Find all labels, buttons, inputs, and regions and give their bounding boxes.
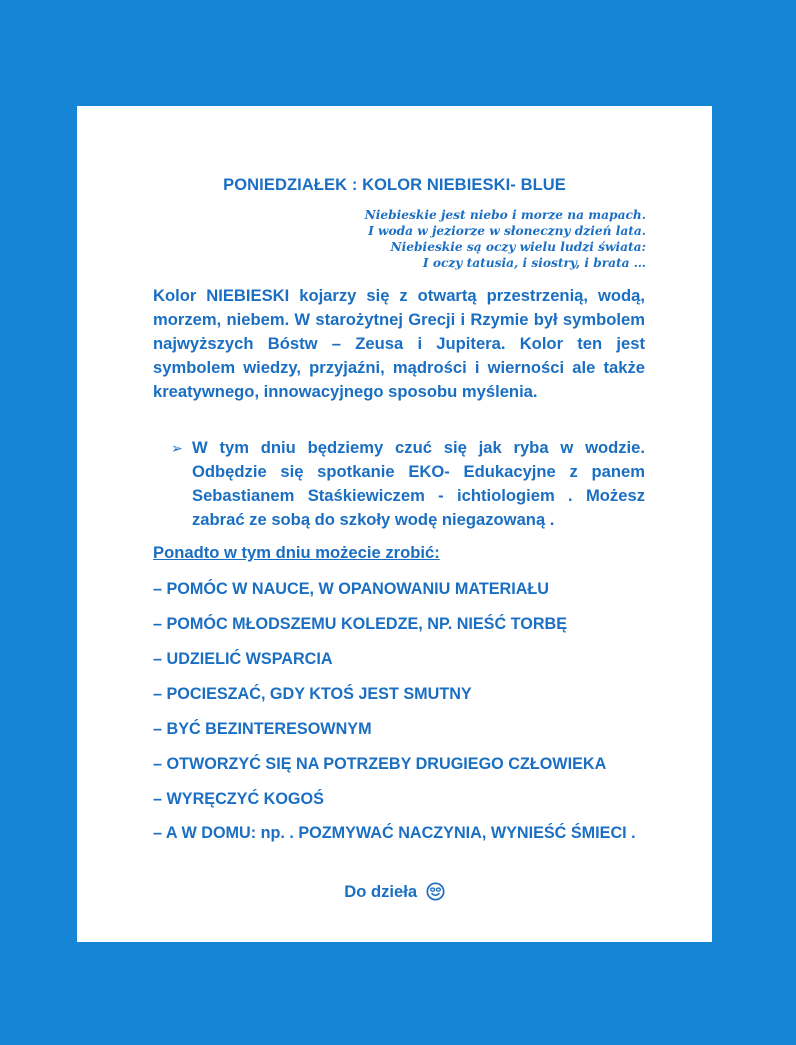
list-item: – WYRĘCZYĆ KOGOŚ — [153, 790, 324, 808]
poem-line: I woda w jeziorze w słoneczny dzień lata. — [368, 224, 646, 238]
poem-line: I oczy tatusia, i siostry, i brata … — [422, 256, 646, 270]
list-item: – POMÓC W NAUCE, W OPANOWANIU MATERIAŁU — [153, 580, 549, 598]
list-item: – POMÓC MŁODSZEMU KOLEDZE, NP. NIEŚĆ TORBĘ — [153, 615, 568, 633]
poem-line: Niebieskie jest niebo i morze na mapach. — [364, 208, 646, 222]
arrow-bullet-icon: ➢ — [171, 440, 183, 456]
list-item: – BYĆ BEZINTERESOWNYM — [153, 720, 372, 738]
list-item: – POCIESZAĆ, GDY KTOŚ JEST SMUTNY — [153, 685, 472, 703]
document-page — [77, 106, 712, 942]
list-item-last: – A W DOMU: np. . POZMYWAĆ NACZYNIA, WYNIEŚĆ ŚMIECI . — [153, 824, 636, 842]
smiley-icon — [426, 882, 445, 906]
poem — [365, 207, 646, 271]
list-item: – UDZIELIĆ WSPARCIA — [153, 650, 333, 668]
list-item: – OTWORZYĆ SIĘ NA POTRZEBY DRUGIEGO CZŁOWIEKA — [153, 755, 607, 773]
footer-text: Do dzieła — [344, 882, 418, 901]
footer — [77, 882, 712, 906]
page-title: PONIEDZIAŁEK : KOLOR NIEBIESKI- BLUE — [223, 176, 566, 194]
subheading: Ponadto w tym dniu możecie zrobić: — [153, 543, 440, 562]
bullet-text: W tym dniu będziemy czuć się jak ryba w wodzie. Odbędzie się spotkanie EKO- Edukacyjne z panem Sebastianem Staśkiewiczem - ichtiologiem . Możesz zabrać ze sobą do szkoły wodę niegazowaną . — [192, 438, 645, 529]
bullet-item — [171, 436, 645, 532]
poem-line: Niebieskie są oczy wielu ludzi świata: — [390, 240, 646, 254]
intro-paragraph: Kolor NIEBIESKI kojarzy się z otwartą przestrzenią, wodą, morzem, niebem. W starożytnej Grecji i Rzymie był symbolem najwyższych Bóstw – Zeusa i Jupitera. Kolor ten jest symbolem wiedzy, przyjaźni, mądrości i wierności ale także kreatywnego, innowacyjnego sposobu myślenia. — [153, 286, 645, 401]
